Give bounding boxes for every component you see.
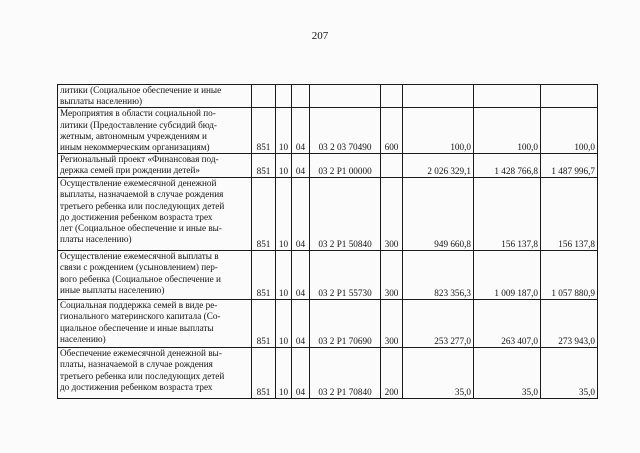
amount-year3-cell: 100,0 bbox=[541, 108, 598, 154]
expense-name-line: выплаты, назначаемой в случае рождения bbox=[60, 189, 224, 200]
section-code-cell: 10 bbox=[276, 154, 292, 178]
target-article-cell: 03 2 Р1 50840 bbox=[310, 178, 381, 251]
ministry-code-cell: 851 bbox=[252, 108, 276, 154]
amount-year3-cell: 156 137,8 bbox=[541, 178, 598, 251]
amount-year1-cell: 2 026 329,1 bbox=[403, 154, 474, 178]
target-article-cell: 03 2 Р1 00000 bbox=[310, 154, 381, 178]
expense-name-line: третьего ребенка или последующих детей bbox=[60, 370, 225, 381]
section-code-cell: 10 bbox=[276, 348, 292, 399]
expense-name-line: выплаты населению) bbox=[60, 96, 143, 107]
expense-name-line: вого ребенка (Социальное обеспечение и bbox=[60, 273, 221, 284]
ministry-code-cell bbox=[252, 85, 276, 108]
expense-name-line: держка семей при рождении детей» bbox=[60, 165, 200, 176]
expense-type-cell bbox=[381, 85, 403, 108]
expense-name-cell bbox=[58, 154, 252, 178]
subsection-code-cell bbox=[292, 85, 310, 108]
table-row bbox=[58, 154, 598, 178]
ministry-code-cell: 851 bbox=[252, 300, 276, 348]
target-article-cell bbox=[310, 85, 381, 108]
expense-name-cell bbox=[58, 85, 252, 108]
subsection-code-cell: 04 bbox=[292, 251, 310, 300]
expense-name-cell bbox=[58, 348, 252, 399]
expense-name-line: иным некоммерческим организациям) bbox=[60, 142, 210, 153]
amount-year3-cell: 1 057 880,9 bbox=[541, 251, 598, 300]
expense-name-line: Обеспечение ежемесячной денежной вы- bbox=[60, 348, 222, 359]
subsection-code-cell: 04 bbox=[292, 178, 310, 251]
ministry-code-cell: 851 bbox=[252, 154, 276, 178]
page-number: 207 bbox=[311, 30, 329, 42]
table-row bbox=[58, 348, 598, 399]
amount-year2-cell: 156 137,8 bbox=[474, 178, 541, 251]
table-row bbox=[58, 85, 598, 108]
expense-name-line: циальное обеспечение и иные выплаты bbox=[60, 322, 214, 333]
amount-year3-cell: 35,0 bbox=[541, 348, 598, 399]
target-article-cell: 03 2 Р1 55730 bbox=[310, 251, 381, 300]
amount-year2-cell: 263 407,0 bbox=[474, 300, 541, 348]
expense-name-line: связи с рождением (усыновлением) пер- bbox=[60, 262, 218, 273]
expense-name-line: Мероприятия в области социальной по- bbox=[60, 108, 216, 119]
expense-name-line: платы, назначаемой в случае рождения bbox=[60, 359, 213, 370]
subsection-code-cell: 04 bbox=[292, 300, 310, 348]
ministry-code-cell: 851 bbox=[252, 348, 276, 399]
amount-year1-cell bbox=[403, 85, 474, 108]
amount-year3-cell: 1 487 996,7 bbox=[541, 154, 598, 178]
expense-name-cell bbox=[58, 108, 252, 154]
section-code-cell: 10 bbox=[276, 108, 292, 154]
subsection-code-cell: 04 bbox=[292, 108, 310, 154]
amount-year3-cell bbox=[541, 85, 598, 108]
subsection-code-cell: 04 bbox=[292, 154, 310, 178]
expense-name-line: иные выплаты населению) bbox=[60, 284, 165, 295]
expense-name-line: жетным, автономным учреждениям и bbox=[60, 130, 207, 141]
expense-name-line: литики (Социальное обеспечение и иные bbox=[60, 85, 222, 95]
expense-name-line: Осуществление ежемесячной денежной bbox=[60, 178, 217, 189]
expense-type-cell bbox=[381, 154, 403, 178]
amount-year1-cell: 253 277,0 bbox=[403, 300, 474, 348]
amount-year2-cell: 100,0 bbox=[474, 108, 541, 154]
amount-year1-cell: 949 660,8 bbox=[403, 178, 474, 251]
expense-name-cell bbox=[58, 300, 252, 348]
expense-type-cell: 300 bbox=[381, 300, 403, 348]
target-article-cell: 03 2 03 70490 bbox=[310, 108, 381, 154]
table-row bbox=[58, 251, 598, 300]
amount-year1-cell: 823 356,3 bbox=[403, 251, 474, 300]
amount-year2-cell: 1 009 187,0 bbox=[474, 251, 541, 300]
table-row bbox=[58, 178, 598, 251]
target-article-cell: 03 2 Р1 70690 bbox=[310, 300, 381, 348]
expense-type-cell: 300 bbox=[381, 251, 403, 300]
amount-year2-cell: 1 428 766,8 bbox=[474, 154, 541, 178]
expense-name-line: литики (Предоставление субсидий бюд- bbox=[60, 119, 217, 130]
section-code-cell bbox=[276, 85, 292, 108]
section-code-cell: 10 bbox=[276, 251, 292, 300]
expense-type-cell: 200 bbox=[381, 348, 403, 399]
section-code-cell: 10 bbox=[276, 178, 292, 251]
amount-year1-cell: 35,0 bbox=[403, 348, 474, 399]
target-article-cell: 03 2 Р1 70840 bbox=[310, 348, 381, 399]
expense-name-line: лет (Социальное обеспечение и иные вы- bbox=[60, 223, 222, 234]
table-row bbox=[58, 300, 598, 348]
expense-name-line: населению) bbox=[60, 333, 106, 344]
expense-name-cell bbox=[58, 178, 252, 251]
expense-type-cell: 300 bbox=[381, 178, 403, 251]
expense-name-line: платы населению) bbox=[60, 234, 132, 245]
expense-name-line: третьего ребенка или последующих детей bbox=[60, 200, 225, 211]
amount-year3-cell: 273 943,0 bbox=[541, 300, 598, 348]
budget-table bbox=[57, 84, 598, 399]
expense-name-line: до достижения ребенком возраста трех bbox=[60, 211, 213, 222]
expense-name-line: Осуществление ежемесячной выплаты в bbox=[60, 251, 219, 262]
expense-name-line: Региональный проект «Финансовая под- bbox=[60, 154, 219, 165]
amount-year2-cell bbox=[474, 85, 541, 108]
expense-name-cell bbox=[58, 251, 252, 300]
expense-name-line: до достижения ребенком возраста трех bbox=[60, 381, 213, 392]
expense-name-line: Социальная поддержка семей в виде ре- bbox=[60, 300, 218, 311]
table-row bbox=[58, 108, 598, 154]
expense-name-line: гионального материнского капитала (Со- bbox=[60, 311, 221, 322]
budget-table-body bbox=[58, 85, 598, 399]
amount-year2-cell: 35,0 bbox=[474, 348, 541, 399]
expense-type-cell: 600 bbox=[381, 108, 403, 154]
amount-year1-cell: 100,0 bbox=[403, 108, 474, 154]
ministry-code-cell: 851 bbox=[252, 251, 276, 300]
subsection-code-cell: 04 bbox=[292, 348, 310, 399]
ministry-code-cell: 851 bbox=[252, 178, 276, 251]
section-code-cell: 10 bbox=[276, 300, 292, 348]
